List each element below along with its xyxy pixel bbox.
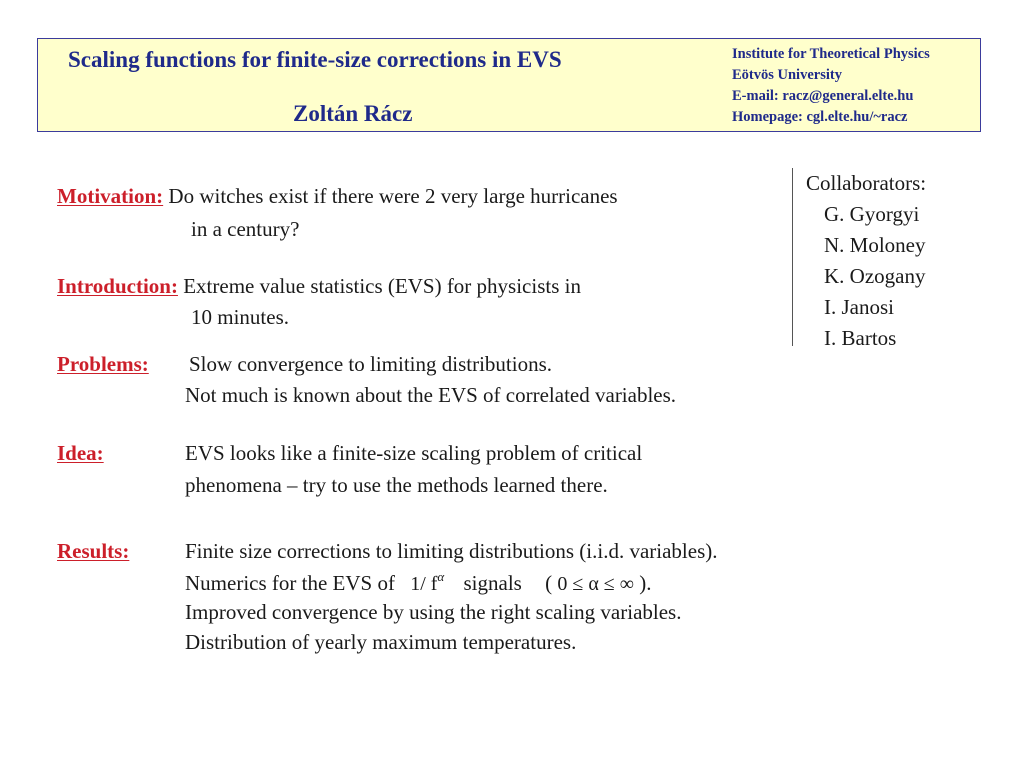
- results-line-2-prefix: Numerics for the EVS of: [185, 571, 395, 595]
- idea-label-line: [57, 441, 104, 466]
- results-line-3: Improved convergence by using the right scaling variables.: [185, 600, 682, 624]
- introduction-text: Extreme value statistics (EVS) for physicists in: [183, 274, 581, 298]
- introduction-label: Introduction:: [57, 274, 178, 298]
- title-banner: [37, 38, 981, 132]
- idea-line-1: EVS looks like a finite-size scaling problem of critical: [185, 441, 643, 465]
- open-paren: (: [545, 571, 553, 595]
- introduction-line-2: 10 minutes.: [191, 305, 289, 329]
- problems-label-line: [57, 352, 149, 377]
- collaborator-name: I. Janosi: [824, 295, 894, 319]
- results-line-2-middle: signals: [463, 571, 522, 595]
- collaborator-name: N. Moloney: [824, 233, 926, 257]
- problems-line-1: Slow convergence to limiting distributions.: [189, 352, 552, 376]
- author-name: Zoltán Rácz: [293, 101, 413, 126]
- problems-line-2: Not much is known about the EVS of correlated variables.: [185, 383, 677, 407]
- collaborator-name: I. Bartos: [824, 326, 897, 350]
- collaborators-list: [792, 168, 927, 350]
- motivation-line-1: [57, 184, 618, 209]
- motivation-line-2: in a century?: [191, 217, 300, 241]
- idea-label: Idea:: [57, 441, 104, 465]
- university-name: Eötvös University: [732, 67, 842, 83]
- slide-title: Scaling functions for finite-size corrections in EVS: [68, 47, 562, 72]
- email-line: E-mail: racz@general.elte.hu: [732, 88, 914, 104]
- idea-line-2: phenomena – try to use the methods learned there.: [185, 473, 608, 497]
- motivation-label: Motivation:: [57, 184, 164, 208]
- motivation-text: Do witches exist if there were 2 very large hurricanes: [168, 184, 618, 208]
- introduction-line-1: [57, 274, 581, 299]
- power-law-formula: 1/ $f^\alpha$: [410, 569, 445, 595]
- results-label-line: [57, 539, 129, 564]
- homepage-line: Homepage: cgl.elte.hu/~racz: [732, 109, 908, 125]
- results-line-1: Finite size corrections to limiting distributions (i.i.d. variables).: [185, 539, 718, 563]
- affiliation-block: [732, 44, 930, 128]
- formula-exponent: α: [437, 569, 445, 584]
- problems-label: Problems:: [57, 352, 149, 376]
- collaborator-name: K. Ozogany: [824, 264, 926, 288]
- institute-name: Institute for Theoretical Physics: [732, 46, 930, 62]
- results-label: Results:: [57, 539, 130, 563]
- results-line-2: [185, 569, 652, 596]
- alpha-range-formula: 0 ≤ α ≤ ∞: [557, 573, 635, 595]
- close-paren: ).: [639, 571, 652, 595]
- collaborators-heading: Collaborators:: [806, 171, 927, 195]
- collaborator-name: G. Gyorgyi: [824, 202, 920, 226]
- results-line-4: Distribution of yearly maximum temperatures.: [185, 630, 577, 654]
